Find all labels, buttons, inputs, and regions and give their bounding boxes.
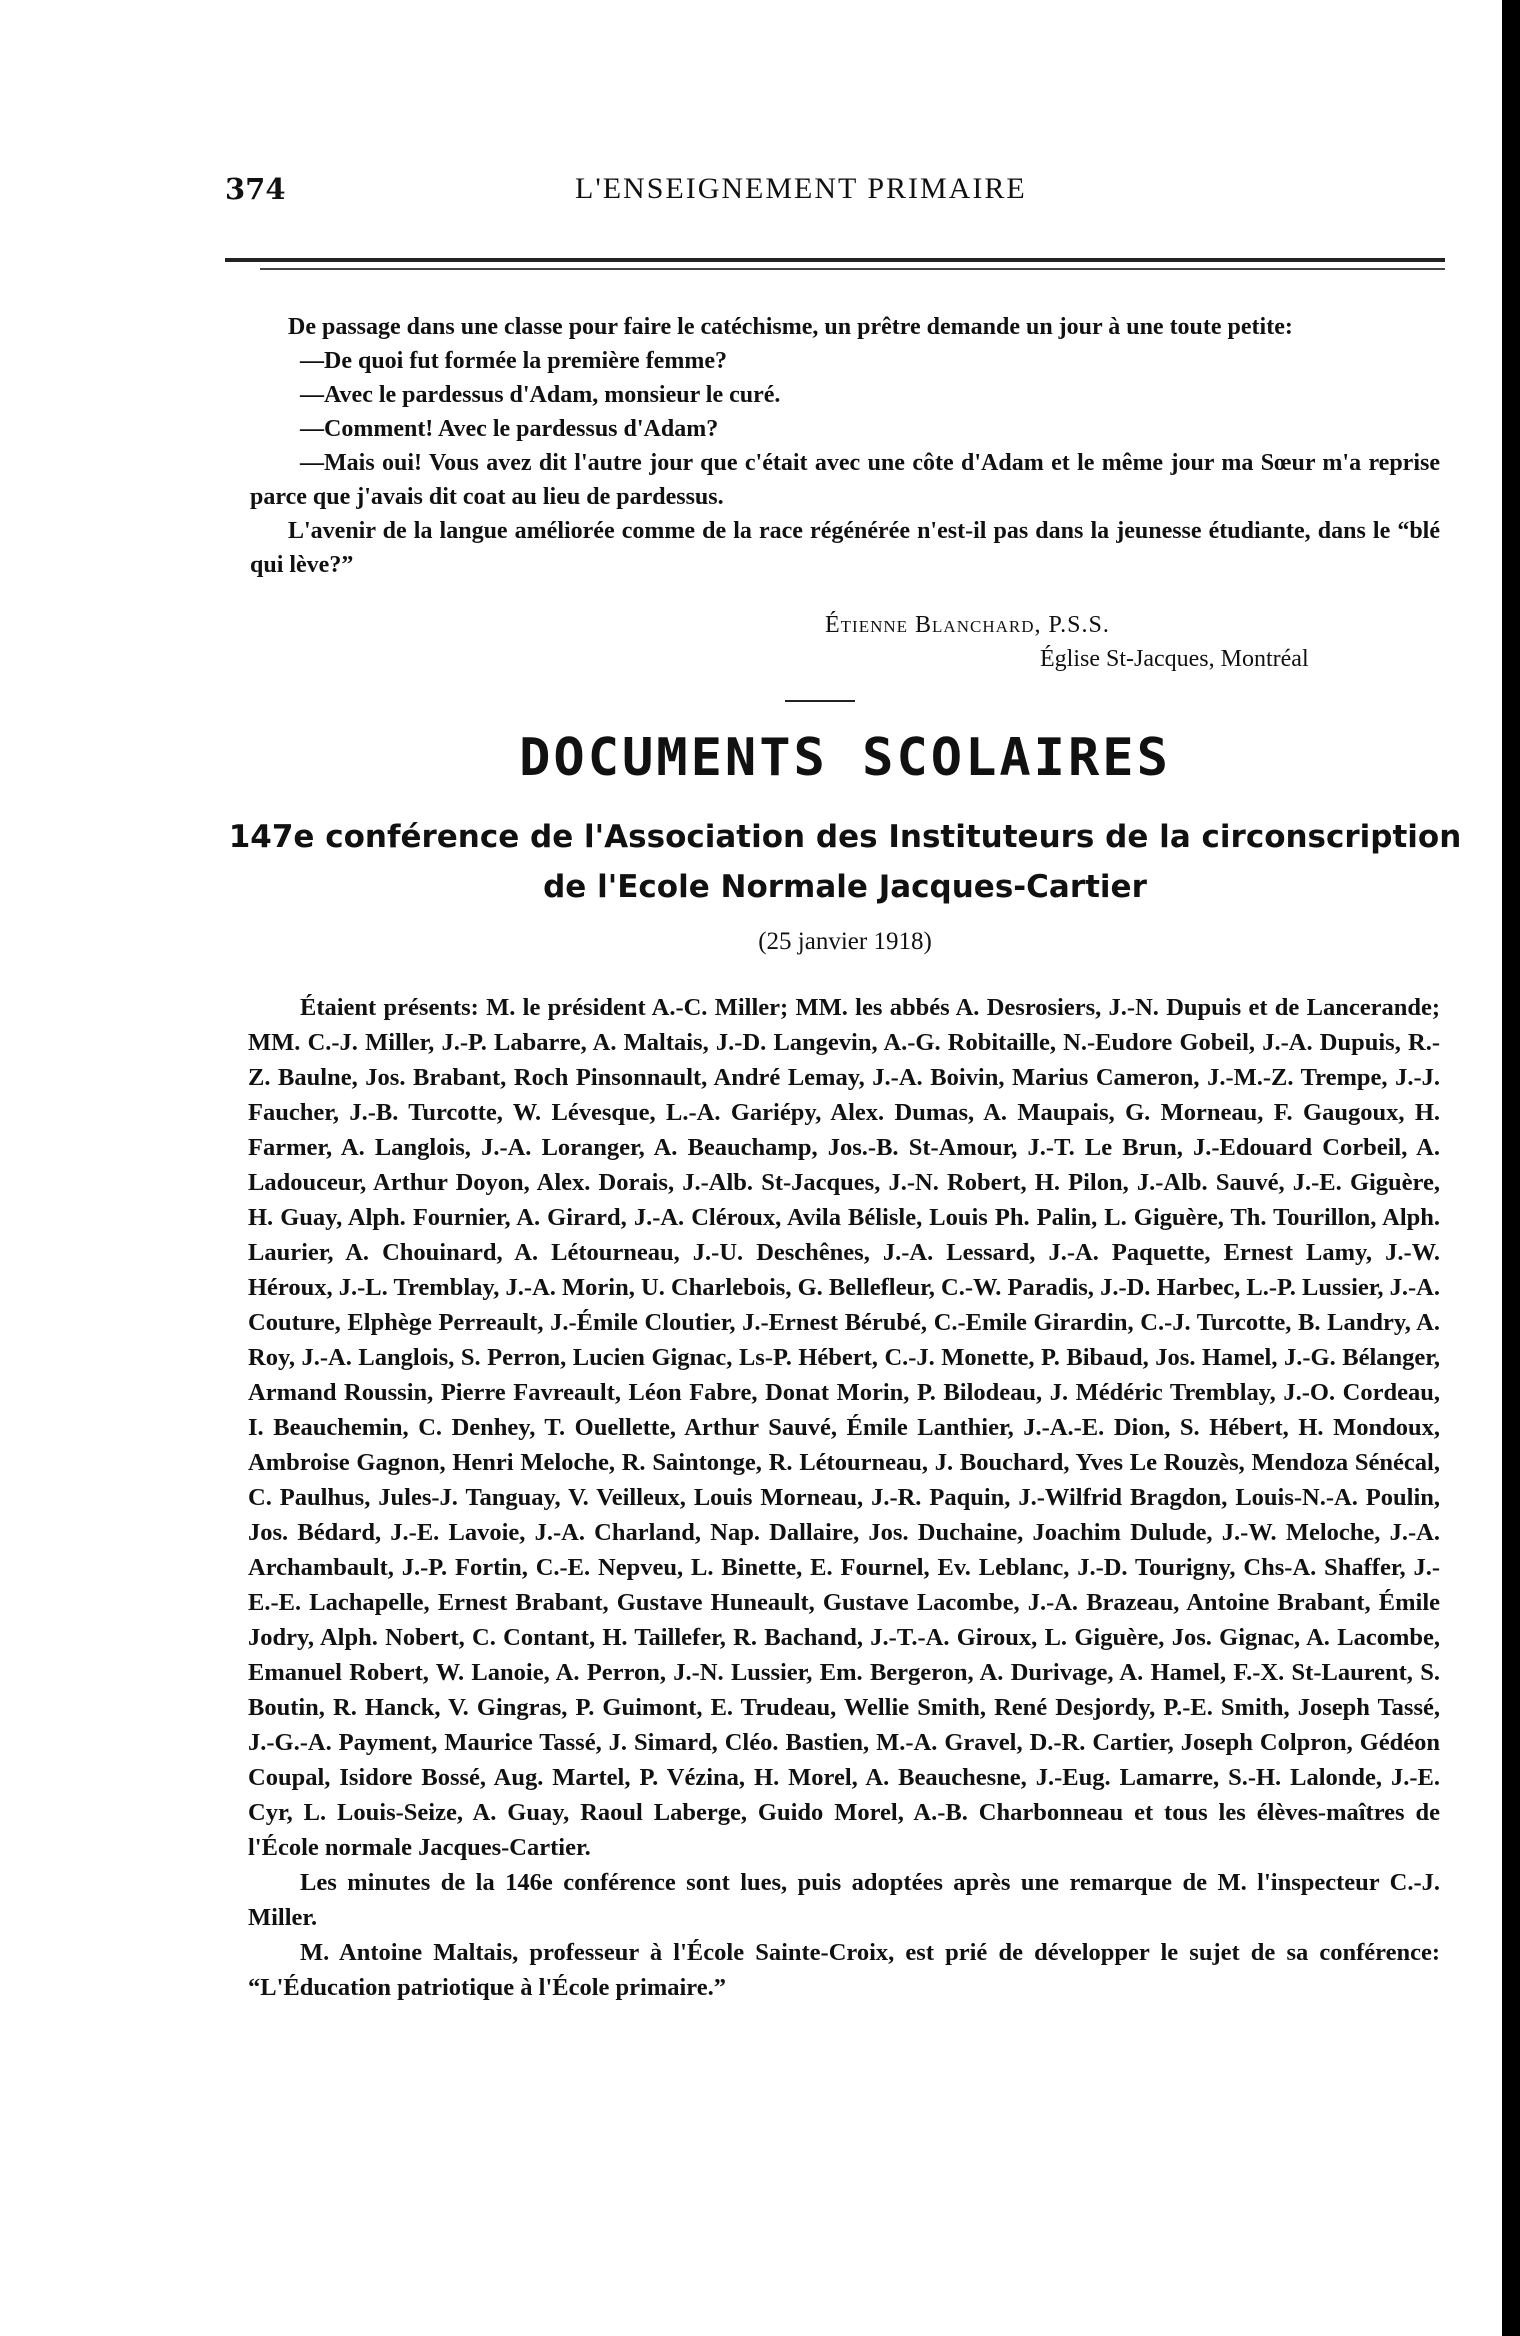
conference-date: (25 janvier 1918) [758,928,932,955]
scan-page-edge [1502,0,1520,2336]
section-separator [785,700,855,702]
page-number: 374 [225,172,286,206]
dialog-line: —Comment! Avec le pardessus d'Adam? [300,416,719,442]
lecture-paragraph: M. Antoine Maltais, professeur à l'École Sainte-Croix, est prié de développer le sujet de sa conférence: “L'Éducation patriotique à l'École primaire.” [248,1939,1440,2001]
attendees-paragraph: Étaient présents: M. le président A.-C. Miller; MM. les abbés A. Desrosiers, J.-N. Dupuis et de Lancerande; MM. C.-J. Miller, J.-P. Labarre, A. Maltais, J.-D. Langevin, A.-G. Robitaille, N.-Eudore Gobeil, J.-A. Dupuis, R.-Z. Baulne, Jos. Brabant, Roch Pinsonnault, André Lemay, J.-A. Boivin, Marius Cameron, J.-M.-Z. Trempe, J.-J. Faucher, J.-B. Turcotte, W. Lévesque, L.-A. Gariépy, Alex. Dumas, A. Maupais, G. Morneau, F. Gaugoux, H. Farmer, A. Langlois, J.-A. Loranger, A. Beauchamp, Jos.-B. St-Amour, J.-T. Le Brun, J.-Edouard Corbeil, A. Ladouceur, Arthur Doyon, Alex. Dorais, J.-Alb. St-Jacques, J.-N. Robert, H. Pilon, J.-Alb. Sauvé, J.-E. Giguère, H. Guay, Alph. Fournier, A. Girard, J.-A. Cléroux, Avila Bélisle, Louis Ph. Palin, L. Giguère, Th. Tourillon, Alph. Laurier, A. Chouinard, A. Létourneau, J.-U. Deschênes, J.-A. Lessard, J.-A. Paquette, Ernest Lamy, J.-W. Héroux, J.-L. Tremblay, J.-A. Morin, U. Charlebois, G. Bellefleur, C.-W. Paradis, J.-D. Harbec, L.-P. Lussier, J.-A. Couture, Elphège Perreault, J.-Émile Cloutier, J.-Ernest Bérubé, C.-Emile Girardin, C.-J. Turcotte, B. Landry, A. Roy, J.-A. Langlois, S. Perron, Lucien Gignac, Ls-P. Hébert, C.-J. Monette, P. Bibaud, Jos. Hamel, J.-G. Bélanger, Armand Roussin, Pierre Favreault, Léon Fabre, Donat Morin, P. Bilodeau, J. Médéric Tremblay, J.-O. Cordeau, I. Beauchemin, C. Denhey, T. Ouellette, Arthur Sauvé, Émile Lanthier, J.-A.-E. Dion, S. Hébert, H. Mondoux, Ambroise Gagnon, Henri Meloche, R. Saintonge, R. Létourneau, J. Bouchard, Yves Le Rouzès, Mendoza Sénécal, C. Paulhus, Jules-J. Tanguay, V. Veilleux, Louis Morneau, J.-R. Paquin, J.-Wilfrid Bragdon, Louis-N.-A. Poulin, Jos. Bédard, J.-E. Lavoie, J.-A. Charland, Nap. Dallaire, Jos. Duchaine, Joachim Dulude, J.-W. Meloche, J.-A. Archambault, J.-P. Fortin, C.-E. Nepveu, L. Binette, E. Fournel, Ev. Leblanc, J.-D. Tourigny, Chs-A. Shaffer, J.-E.-E. Lachapelle, Ernest Brabant, Gustave Huneault, Gustave Lacombe, J.-A. Brazeau, Antoine Brabant, Émile Jodry, Alph. Nobert, C. Contant, H. Taillefer, R. Bachand, J.-T.-A. Giroux, L. Giguère, Jos. Gignac, A. Lacombe, Emanuel Robert, W. Lanoie, A. Perron, J.-N. Lussier, Em. Bergeron, A. Durivage, A. Hamel, F.-X. St-Laurent, S. Boutin, R. Hanck, V. Gingras, P. Guimont, E. Trudeau, Wellie Smith, René Desjordy, P.-E. Smith, Joseph Tassé, J.-G.-A. Payment, Maurice Tassé, J. Simard, Cléo. Bastien, M.-A. Gravel, D.-R. Cartier, Joseph Colpron, Gédéon Coupal, Isidore Bossé, Aug. Martel, P. Vézina, H. Morel, A. Beauchesne, J.-Eug. Lamarre, S.-H. Lalonde, J.-E. Cyr, L. Louis-Seize, A. Guay, Raoul Laberge, Guido Morel, A.-B. Charbonneau et tous les élèves-maîtres de l'École normale Jacques-Cartier. [248,994,1440,1861]
section-title: DOCUMENTS SCOLAIRES [519,728,1171,788]
header-rule-thin [260,268,1445,270]
anecdote-block [250,310,1440,582]
anecdote-intro: De passage dans une classe pour faire le catéchisme, un prêtre demande un jour à une toute petite: [288,314,1293,340]
section-subtitle: de l'Ecole Normale Jacques-Cartier [543,869,1147,905]
running-title: L'ENSEIGNEMENT PRIMAIRE [575,172,1027,205]
header-rule [225,258,1445,262]
dialog-line: —Avec le pardessus d'Adam, monsieur le curé. [300,382,781,408]
dialog-line: —De quoi fut formée la première femme? [300,348,727,374]
page-header [225,172,1245,222]
signature-name: Étienne Blanchard, P.S.S. [825,612,1110,638]
approval-paragraph: Les minutes de la 146e conférence sont lues, puis adoptées après une remarque de M. l'inspecteur C.-J. Miller. [248,1869,1440,1931]
anecdote-closing: L'avenir de la langue améliorée comme de la race régénérée n'est-il pas dans la jeunesse étudiante, dans le “blé qui lève?” [250,518,1440,578]
signature-place: Église St-Jacques, Montréal [1040,646,1309,672]
section-subtitle: 147e conférence de l'Association des Instituteurs de la circonscription [228,819,1462,855]
minutes-block [248,990,1440,2005]
dialog-line: —Mais oui! Vous avez dit l'autre jour que c'était avec une côte d'Adam et le même jour ma Sœur m'a reprise parce que j'avais dit coat au lieu de pardessus. [250,450,1440,510]
